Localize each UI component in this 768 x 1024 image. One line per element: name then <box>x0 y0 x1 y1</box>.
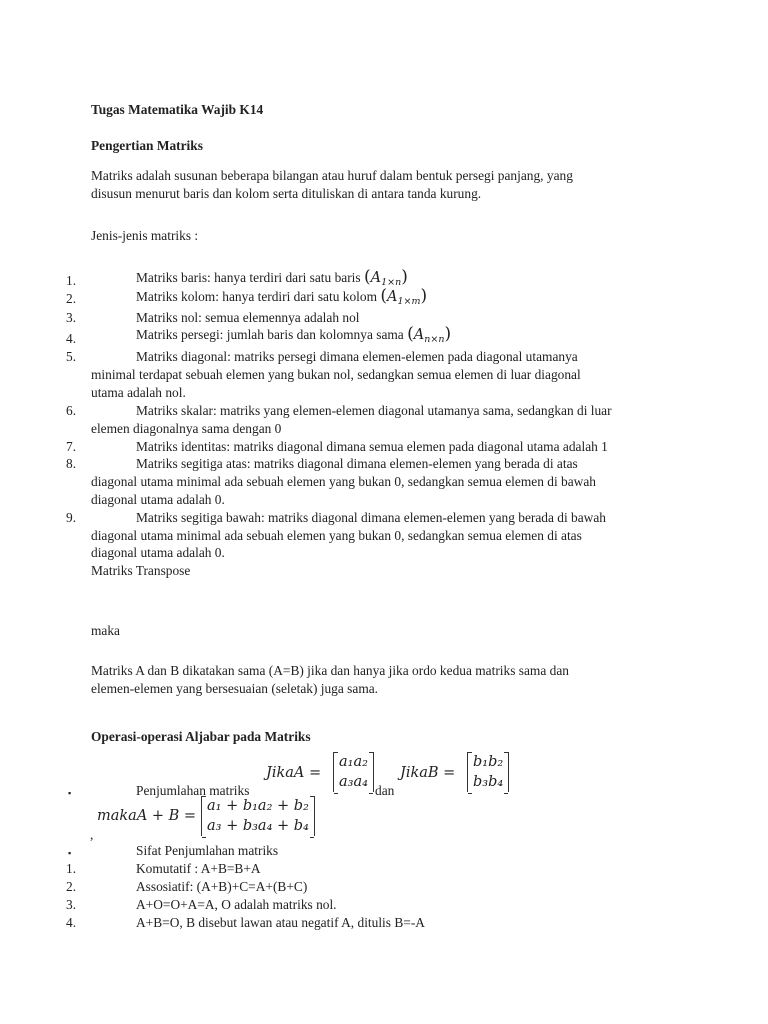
math-jika-b: JikaB = <box>400 765 456 781</box>
list-number: 4. <box>66 331 77 346</box>
list-number: 5. <box>66 349 77 364</box>
section-heading-operasi: Operasi-operasi Aljabar pada Matriks <box>91 729 311 744</box>
props-item: A+O=O+A=A, O adalah matriks nol. <box>136 897 337 912</box>
list-number: 8. <box>66 456 77 471</box>
equality-line-1: Matriks A dan B dikatakan sama (A=B) jika dan hanya jika ordo kedua matriks sama dan <box>91 663 569 678</box>
list-item-text: elemen diagonalnya sama dengan 0 <box>91 421 282 436</box>
section-heading-pengertian: Pengertian Matriks <box>91 138 203 153</box>
maka-label: maka <box>91 623 120 638</box>
list-number: 4. <box>66 915 77 930</box>
props-item: A+B=O, B disebut lawan atau negatif A, ditulis B=-A <box>136 915 425 930</box>
comma: , <box>90 827 94 842</box>
transpose-label: Matriks Transpose <box>91 563 191 578</box>
list-item-text: diagonal utama adalah 0. <box>91 545 225 560</box>
list-number: 3. <box>66 310 77 325</box>
list-item-text: Matriks identitas: matriks diagonal dimana semua elemen pada diagonal utama adalah 1 <box>136 439 608 454</box>
list-number: 6. <box>66 403 77 418</box>
list-item-text: Matriks skalar: matriks yang elemen-elemen diagonal utamanya sama, sedangkan di luar <box>136 403 612 418</box>
list-item-text: Matriks nol: semua elemennya adalah nol <box>136 310 360 325</box>
list-item-text: Matriks segitiga bawah: matriks diagonal dimana elemen-elemen yang berada di bawah <box>136 510 606 525</box>
math-expression: $(A_{n\times n})$ <box>407 324 452 345</box>
math-expression: $(A_{1\times m})$ <box>380 286 428 307</box>
definition-line-2: disusun menurut baris dan kolom serta dituliskan di antara tanda kurung. <box>91 186 482 201</box>
props-item: Assosiatif: (A+B)+C=A+(B+C) <box>136 879 308 894</box>
list-number: 2. <box>66 879 77 894</box>
list-item <box>136 325 451 349</box>
list-number: 1. <box>66 861 77 876</box>
document-title: Tugas Matematika Wajib K14 <box>91 102 264 117</box>
list-item <box>136 287 427 311</box>
list-item-text: Matriks persegi: jumlah baris dan kolomnya sama <box>136 327 404 342</box>
list-item-text: minimal terdapat sebuah elemen yang bukan nol, sedangkan semua elemen di luar diagonal <box>91 367 581 382</box>
list-item-text: Matriks segitiga atas: matriks diagonal dimana elemen-elemen yang berada di atas <box>136 456 578 471</box>
props-item: Komutatif : A+B=B+A <box>136 861 261 876</box>
math-expression: $(A_{1\times n})$ <box>363 267 408 288</box>
list-number: 7. <box>66 439 77 454</box>
list-number: 1. <box>66 273 77 288</box>
matrix-a: a₁a₂ a₃a₄ <box>333 752 374 792</box>
list-item-text: Matriks kolom: hanya terdiri dari satu kolom <box>136 289 377 304</box>
matrix-b: b₁b₂ b₃b₄ <box>467 752 509 792</box>
list-item-text: diagonal utama minimal ada sebuah elemen yang bukan 0, sedangkan semua elemen di atas <box>91 528 582 543</box>
dan-label: dan <box>375 783 395 798</box>
list-item-text: diagonal utama minimal ada sebuah elemen yang bukan 0, sedangkan semua elemen di bawah <box>91 474 596 489</box>
props-label: Sifat Penjumlahan matriks <box>136 843 279 858</box>
types-heading: Jenis-jenis matriks : <box>91 228 199 243</box>
list-item-text: diagonal utama adalah 0. <box>91 492 225 507</box>
list-number: 9. <box>66 510 77 525</box>
bullet-icon: ▪ <box>68 848 72 858</box>
equality-line-2: elemen-elemen yang bersesuaian (seletak) juga sama. <box>91 681 379 696</box>
math-jika-a: JikaA = <box>266 765 322 781</box>
matrix-sum: a₁ + b₁a₂ + b₂ a₃ + b₃a₄ + b₄ <box>201 796 315 836</box>
list-item-text: Matriks baris: hanya terdiri dari satu baris <box>136 270 361 285</box>
math-maka-sum: makaA + B = <box>97 808 197 824</box>
list-number: 3. <box>66 897 77 912</box>
addition-label: Penjumlahan matriks <box>136 783 250 798</box>
list-number: 2. <box>66 291 77 306</box>
bullet-icon: ▪ <box>68 788 72 798</box>
definition-line-1: Matriks adalah susunan beberapa bilangan atau huruf dalam bentuk persegi panjang, yang <box>91 168 573 183</box>
list-item-text: utama adalah nol. <box>91 385 186 400</box>
list-item-text: Matriks diagonal: matriks persegi dimana elemen-elemen pada diagonal utamanya <box>136 349 578 364</box>
